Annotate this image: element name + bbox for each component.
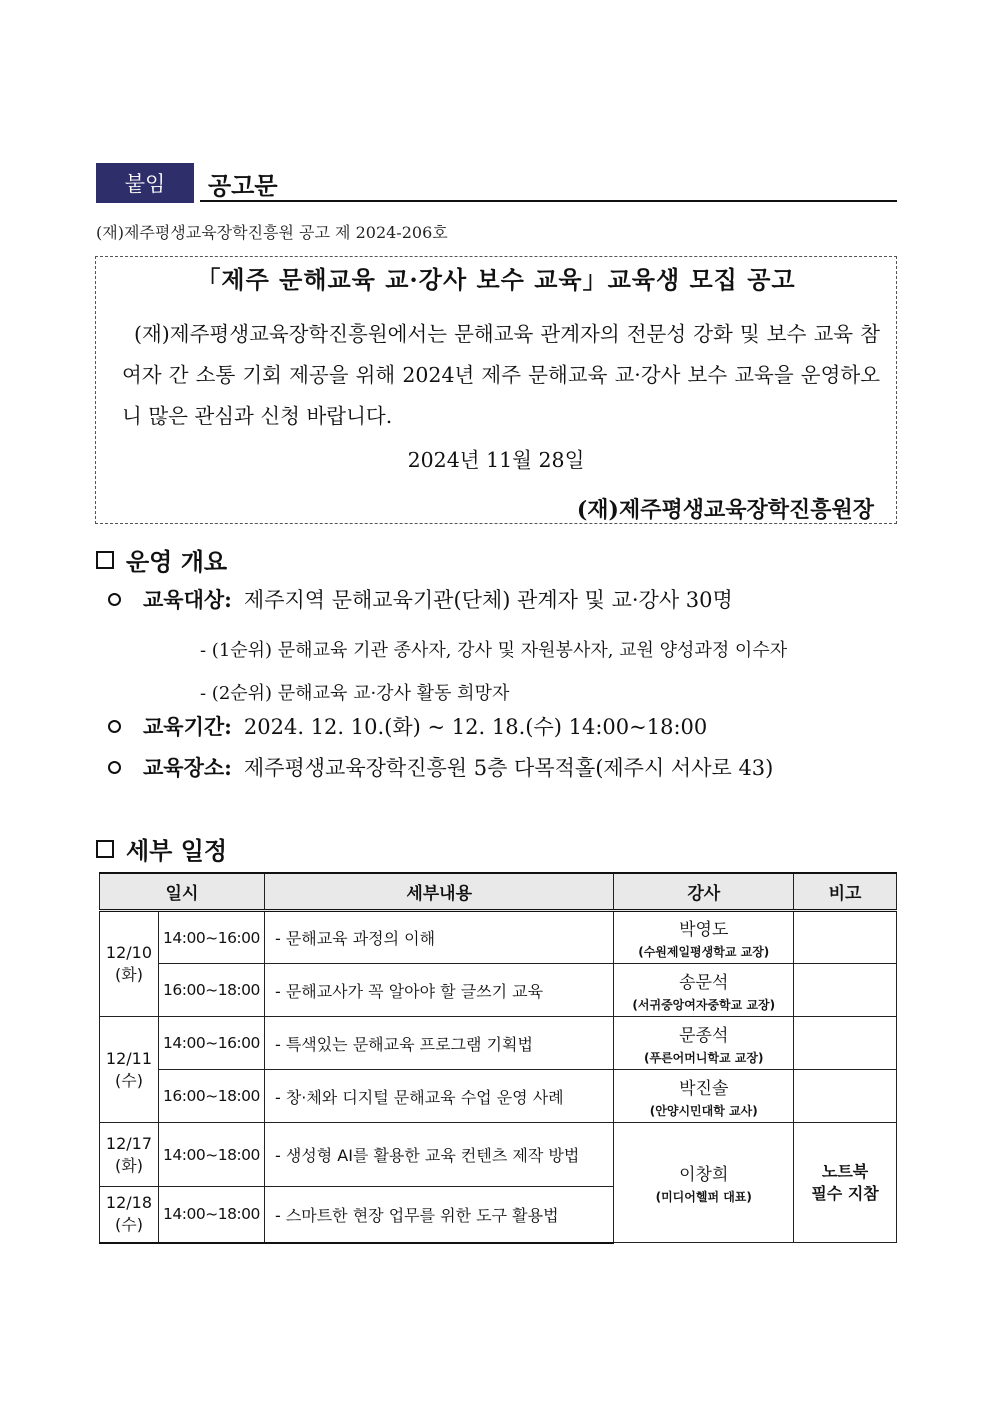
section-overview-title: 운영 개요: [126, 548, 228, 576]
circle-bullet-icon: [108, 593, 121, 606]
period-label: 교육기간:: [143, 714, 232, 739]
instructor-name: 박진솔: [679, 1078, 729, 1099]
time-cell: 14:00~16:00: [158, 1017, 264, 1070]
circle-bullet-icon: [108, 720, 121, 733]
notice-number: (재)제주평생교육장학진흥원 공고 제 2024-206호: [96, 223, 448, 242]
instructor-org: (푸른어머니학교 교장): [644, 1050, 764, 1065]
overview-period: [108, 711, 707, 741]
circle-bullet-icon: [108, 761, 121, 774]
dow-text: (화): [115, 1155, 143, 1175]
table-row: [100, 1070, 897, 1123]
date-cell: [100, 1123, 159, 1187]
date-text: 12/18: [105, 1193, 153, 1213]
table-row: [100, 911, 897, 964]
target-value: 제주지역 문해교육기관(단체) 관계자 및 교·강사 30명: [243, 588, 733, 612]
section-schedule-heading: [96, 831, 227, 866]
table-row: [100, 1123, 897, 1187]
attachment-badge: 붙임: [96, 163, 194, 203]
section-schedule-title: 세부 일정: [126, 837, 228, 865]
dow-text: (수): [115, 1070, 143, 1090]
content-cell: - 생성형 AI를 활용한 교육 컨텐츠 제작 방법: [264, 1123, 613, 1187]
instructor-org: (서귀중앙여자중학교 교장): [632, 997, 776, 1012]
instructor-cell: [614, 1070, 794, 1123]
instructor-org: (미디어헬퍼 대표): [655, 1190, 752, 1204]
table-row: [100, 1017, 897, 1070]
instructor-name: 박영도: [679, 920, 729, 940]
announcement-date: 2024년 11월 28일: [407, 448, 585, 472]
instructor-name: 문종석: [679, 1025, 729, 1046]
note-cell: [794, 964, 897, 1017]
announcement-body: (재)제주평생교육장학진흥원에서는 문해교육 관계자의 전문성 강화 및 보수 교육 참여자 간 소통 기회 제공을 위해 2024년 제주 문해교육 교·강사 보수 교육을 운영하오니 많은 관심과 신청 바랍니다.: [122, 322, 880, 428]
instructor-name: 이창희: [679, 1165, 729, 1185]
period-value: 2024. 12. 10.(화) ~ 12. 18.(수) 14:00~18:00: [243, 715, 708, 739]
date-text: 12/17: [105, 1133, 153, 1153]
target-label: 교육대상:: [143, 587, 232, 612]
priority-1: - (1순위) 문해교육 기관 종사자, 강사 및 자원봉사자, 교원 양성과정 이수자: [200, 640, 788, 661]
note-cell: [794, 1123, 897, 1243]
content-cell: - 특색있는 문해교육 프로그램 기획법: [264, 1017, 613, 1070]
time-cell: 16:00~18:00: [158, 1070, 264, 1123]
table-header-row: [100, 873, 897, 911]
time-cell: 14:00~18:00: [158, 1123, 264, 1187]
note-line-1: 노트북: [821, 1161, 869, 1181]
date-cell: [100, 911, 159, 1017]
instructor-cell: [614, 1123, 794, 1243]
header-date: 일시: [100, 873, 265, 911]
header-content: 세부내용: [264, 873, 613, 911]
checkbox-square-icon: [96, 551, 114, 569]
content-cell: - 창·체와 디지털 문해교육 수업 운영 사례: [264, 1070, 613, 1123]
overview-place: [108, 752, 773, 782]
instructor-name: 송문석: [679, 972, 729, 993]
content-cell: - 문해교육 과정의 이해: [264, 911, 613, 964]
table-row: [100, 964, 897, 1017]
header-instructor: 강사: [614, 873, 794, 911]
section-overview-heading: [96, 542, 227, 577]
schedule-table: [99, 872, 897, 1244]
checkbox-square-icon: [96, 840, 114, 858]
instructor-cell: [614, 1017, 794, 1070]
overview-target: [108, 584, 733, 614]
page-title: 공고문: [208, 172, 278, 200]
instructor-cell: [614, 964, 794, 1017]
instructor-org: (안양시민대학 교사): [649, 1103, 758, 1118]
note-cell: [794, 1070, 897, 1123]
announcement-heading: 「제주 문해교육 교·강사 보수 교육」교육생 모집 공고: [196, 265, 796, 294]
title-underline: [200, 200, 897, 202]
announcement-signature: (재)제주평생교육장학진흥원장: [576, 497, 874, 523]
content-cell: - 스마트한 현장 업무를 위한 도구 활용법: [264, 1187, 613, 1243]
content-cell: - 문해교사가 꼭 알아야 할 글쓰기 교육: [264, 964, 613, 1017]
priority-2: - (2순위) 문해교육 교·강사 활동 희망자: [200, 683, 510, 704]
note-cell: [794, 1017, 897, 1070]
note-cell: [794, 911, 897, 964]
dow-text: (수): [115, 1215, 143, 1235]
header-note: 비고: [794, 873, 897, 911]
instructor-cell: [614, 911, 794, 964]
dow-text: (화): [115, 965, 143, 984]
time-cell: 16:00~18:00: [158, 964, 264, 1017]
instructor-org: (수원제일평생학교 교장): [638, 945, 770, 959]
date-cell: [100, 1187, 159, 1243]
time-cell: 14:00~18:00: [158, 1187, 264, 1243]
place-value: 제주평생교육장학진흥원 5층 다목적홀(제주시 서사로 43): [243, 756, 774, 780]
place-label: 교육장소:: [143, 755, 232, 780]
date-text: 12/11: [105, 1048, 153, 1068]
note-line-2: 필수 지참: [811, 1183, 879, 1203]
time-cell: 14:00~16:00: [158, 911, 264, 964]
date-text: 12/10: [105, 943, 153, 962]
date-cell: [100, 1017, 159, 1123]
